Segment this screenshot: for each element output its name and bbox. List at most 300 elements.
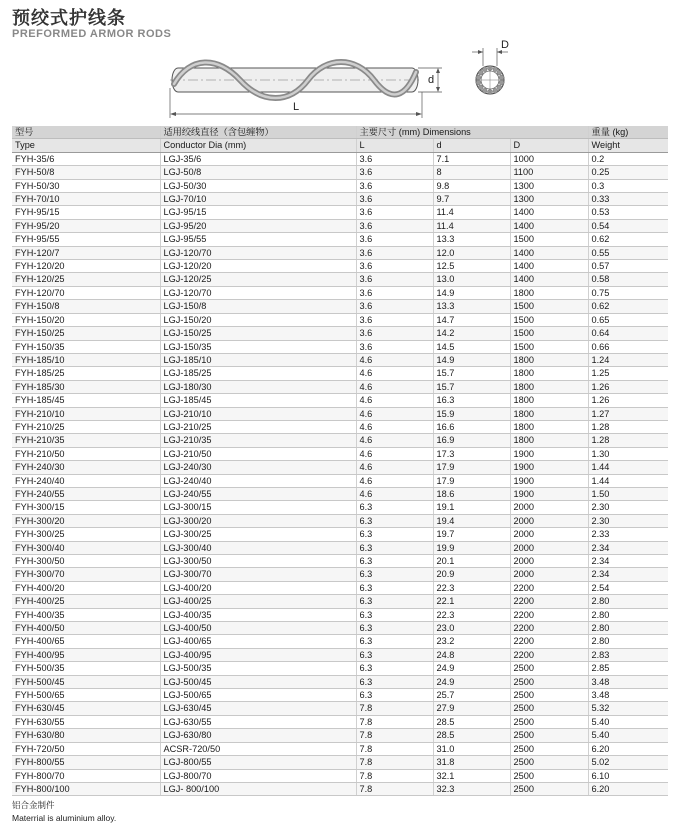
cell-type: FYH-300/40 bbox=[12, 541, 160, 554]
cell-weight: 2.80 bbox=[588, 595, 668, 608]
cell-D: 2000 bbox=[510, 514, 588, 527]
cell-weight: 1.28 bbox=[588, 434, 668, 447]
cell-D: 1900 bbox=[510, 461, 588, 474]
cell-L: 7.8 bbox=[356, 769, 433, 782]
cell-type: FYH-630/45 bbox=[12, 702, 160, 715]
table-row bbox=[12, 528, 668, 541]
cell-conductor: LGJ-150/8 bbox=[160, 300, 356, 313]
header-D: D bbox=[510, 139, 588, 152]
cell-D: 1800 bbox=[510, 286, 588, 299]
cell-d: 20.1 bbox=[433, 555, 510, 568]
cell-d: 27.9 bbox=[433, 702, 510, 715]
cell-type: FYH-120/70 bbox=[12, 286, 160, 299]
cell-type: FYH-300/50 bbox=[12, 555, 160, 568]
cell-type: FYH-240/30 bbox=[12, 461, 160, 474]
table-row bbox=[12, 756, 668, 769]
table-row bbox=[12, 501, 668, 514]
table-row bbox=[12, 581, 668, 594]
cell-D: 1500 bbox=[510, 300, 588, 313]
cell-type: FYH-800/100 bbox=[12, 782, 160, 795]
cell-D: 2000 bbox=[510, 555, 588, 568]
table-row bbox=[12, 353, 668, 366]
cell-weight: 2.33 bbox=[588, 528, 668, 541]
cell-L: 6.3 bbox=[356, 662, 433, 675]
cell-weight: 0.66 bbox=[588, 340, 668, 353]
cell-d: 22.3 bbox=[433, 581, 510, 594]
cell-L: 7.8 bbox=[356, 702, 433, 715]
cell-D: 2500 bbox=[510, 756, 588, 769]
cell-type: FYH-120/20 bbox=[12, 260, 160, 273]
cell-D: 1400 bbox=[510, 219, 588, 232]
cell-type: FYH-300/70 bbox=[12, 568, 160, 581]
header-conductor: Conductor Dia (mm) bbox=[160, 139, 356, 152]
cell-D: 2500 bbox=[510, 715, 588, 728]
cell-type: FYH-300/25 bbox=[12, 528, 160, 541]
cell-L: 3.6 bbox=[356, 327, 433, 340]
header-row-en bbox=[12, 139, 668, 152]
cell-D: 2500 bbox=[510, 769, 588, 782]
cell-weight: 6.20 bbox=[588, 742, 668, 755]
cell-D: 1500 bbox=[510, 340, 588, 353]
cell-D: 1800 bbox=[510, 420, 588, 433]
cell-weight: 1.30 bbox=[588, 447, 668, 460]
cell-D: 1400 bbox=[510, 206, 588, 219]
header-dimensions: 主要尺寸 (mm) Dimensions bbox=[356, 126, 588, 139]
cell-conductor: LGJ-185/45 bbox=[160, 394, 356, 407]
header-d: d bbox=[433, 139, 510, 152]
table-row bbox=[12, 662, 668, 675]
cell-weight: 3.48 bbox=[588, 675, 668, 688]
cell-d: 17.9 bbox=[433, 461, 510, 474]
cell-weight: 6.20 bbox=[588, 782, 668, 795]
cell-D: 2000 bbox=[510, 501, 588, 514]
table-row bbox=[12, 689, 668, 702]
table-row bbox=[12, 300, 668, 313]
cell-conductor: LGJ-120/70 bbox=[160, 286, 356, 299]
cell-type: FYH-150/25 bbox=[12, 327, 160, 340]
cell-d: 8 bbox=[433, 166, 510, 179]
table-row bbox=[12, 769, 668, 782]
cell-type: FYH-400/65 bbox=[12, 635, 160, 648]
cell-conductor: LGJ-210/50 bbox=[160, 447, 356, 460]
cell-d: 14.9 bbox=[433, 353, 510, 366]
cell-type: FYH-400/95 bbox=[12, 648, 160, 661]
cell-L: 7.8 bbox=[356, 782, 433, 795]
cell-type: FYH-400/50 bbox=[12, 622, 160, 635]
cell-type: FYH-300/15 bbox=[12, 501, 160, 514]
cell-weight: 1.27 bbox=[588, 407, 668, 420]
cell-conductor: LGJ-210/10 bbox=[160, 407, 356, 420]
cell-L: 6.3 bbox=[356, 648, 433, 661]
cell-d: 12.0 bbox=[433, 246, 510, 259]
cell-weight: 5.02 bbox=[588, 756, 668, 769]
cell-weight: 0.65 bbox=[588, 313, 668, 326]
cell-L: 6.3 bbox=[356, 514, 433, 527]
table-row bbox=[12, 742, 668, 755]
table-row bbox=[12, 286, 668, 299]
table-row bbox=[12, 260, 668, 273]
cell-conductor: LGJ-800/55 bbox=[160, 756, 356, 769]
header-type-cn: 型号 bbox=[12, 126, 160, 139]
cell-L: 4.6 bbox=[356, 367, 433, 380]
cell-L: 4.6 bbox=[356, 407, 433, 420]
cell-d: 19.4 bbox=[433, 514, 510, 527]
cell-D: 2200 bbox=[510, 622, 588, 635]
cell-conductor: LGJ-300/20 bbox=[160, 514, 356, 527]
cell-conductor: LGJ-400/20 bbox=[160, 581, 356, 594]
cell-conductor: LGJ-400/95 bbox=[160, 648, 356, 661]
cell-weight: 3.48 bbox=[588, 689, 668, 702]
cell-conductor: LGJ-400/25 bbox=[160, 595, 356, 608]
cell-D: 1500 bbox=[510, 233, 588, 246]
cell-L: 6.3 bbox=[356, 555, 433, 568]
cell-weight: 2.34 bbox=[588, 568, 668, 581]
cell-weight: 2.80 bbox=[588, 622, 668, 635]
cell-weight: 1.44 bbox=[588, 461, 668, 474]
cell-conductor: LGJ-180/30 bbox=[160, 380, 356, 393]
material-note bbox=[12, 800, 116, 824]
cell-d: 11.4 bbox=[433, 206, 510, 219]
cell-D: 1800 bbox=[510, 434, 588, 447]
cell-conductor: LGJ-150/25 bbox=[160, 327, 356, 340]
cell-d: 24.9 bbox=[433, 662, 510, 675]
cell-type: FYH-210/10 bbox=[12, 407, 160, 420]
cell-D: 1500 bbox=[510, 327, 588, 340]
table-row bbox=[12, 434, 668, 447]
header-weight: Weight bbox=[588, 139, 668, 152]
cell-d: 24.9 bbox=[433, 675, 510, 688]
cell-d: 9.7 bbox=[433, 193, 510, 206]
cell-type: FYH-210/50 bbox=[12, 447, 160, 460]
cell-d: 13.3 bbox=[433, 233, 510, 246]
cell-conductor: LGJ-300/15 bbox=[160, 501, 356, 514]
cell-L: 4.6 bbox=[356, 420, 433, 433]
header-L: L bbox=[356, 139, 433, 152]
material-note-cn: 铝合金制件 bbox=[12, 801, 55, 811]
cell-d: 19.9 bbox=[433, 541, 510, 554]
cell-d: 11.4 bbox=[433, 219, 510, 232]
cell-type: FYH-630/80 bbox=[12, 729, 160, 742]
cell-d: 14.5 bbox=[433, 340, 510, 353]
cell-d: 32.1 bbox=[433, 769, 510, 782]
table-row bbox=[12, 193, 668, 206]
cell-L: 3.6 bbox=[356, 219, 433, 232]
cell-L: 3.6 bbox=[356, 152, 433, 165]
cell-conductor: LGJ-185/25 bbox=[160, 367, 356, 380]
cell-type: FYH-50/30 bbox=[12, 179, 160, 192]
table-row bbox=[12, 648, 668, 661]
table-row bbox=[12, 206, 668, 219]
table-row bbox=[12, 394, 668, 407]
cell-conductor: LGJ- 800/100 bbox=[160, 782, 356, 795]
cell-type: FYH-210/35 bbox=[12, 434, 160, 447]
cell-weight: 1.24 bbox=[588, 353, 668, 366]
header-type: Type bbox=[12, 139, 160, 152]
cell-D: 1800 bbox=[510, 367, 588, 380]
table-row bbox=[12, 340, 668, 353]
cell-type: FYH-120/25 bbox=[12, 273, 160, 286]
cell-conductor: LGJ-300/25 bbox=[160, 528, 356, 541]
cell-conductor: LGJ-400/65 bbox=[160, 635, 356, 648]
table-row bbox=[12, 541, 668, 554]
cell-d: 25.7 bbox=[433, 689, 510, 702]
cell-d: 23.0 bbox=[433, 622, 510, 635]
cell-type: FYH-185/30 bbox=[12, 380, 160, 393]
cell-weight: 0.25 bbox=[588, 166, 668, 179]
rod-end-view bbox=[476, 66, 504, 95]
cell-type: FYH-95/55 bbox=[12, 233, 160, 246]
table-row bbox=[12, 273, 668, 286]
table-row bbox=[12, 729, 668, 742]
cell-weight: 0.64 bbox=[588, 327, 668, 340]
table-row bbox=[12, 702, 668, 715]
cell-weight: 0.75 bbox=[588, 286, 668, 299]
cell-conductor: LGJ-95/55 bbox=[160, 233, 356, 246]
cell-D: 1800 bbox=[510, 407, 588, 420]
cell-conductor: LGJ-150/20 bbox=[160, 313, 356, 326]
cell-weight: 0.58 bbox=[588, 273, 668, 286]
label-L: L bbox=[293, 101, 300, 113]
cell-d: 16.6 bbox=[433, 420, 510, 433]
cell-weight: 2.34 bbox=[588, 541, 668, 554]
spec-table bbox=[12, 126, 668, 796]
cell-conductor: LGJ-95/20 bbox=[160, 219, 356, 232]
cell-weight: 6.10 bbox=[588, 769, 668, 782]
table-row bbox=[12, 782, 668, 795]
cell-type: FYH-50/8 bbox=[12, 166, 160, 179]
cell-type: FYH-150/35 bbox=[12, 340, 160, 353]
table-row bbox=[12, 233, 668, 246]
cell-d: 17.3 bbox=[433, 447, 510, 460]
cell-type: FYH-185/10 bbox=[12, 353, 160, 366]
cell-conductor: LGJ-500/35 bbox=[160, 662, 356, 675]
cell-D: 1300 bbox=[510, 179, 588, 192]
cell-D: 2200 bbox=[510, 581, 588, 594]
cell-conductor: LGJ-70/10 bbox=[160, 193, 356, 206]
cell-D: 2200 bbox=[510, 635, 588, 648]
cell-conductor: LGJ-210/25 bbox=[160, 420, 356, 433]
cell-d: 19.7 bbox=[433, 528, 510, 541]
cell-D: 1500 bbox=[510, 313, 588, 326]
cell-D: 1900 bbox=[510, 474, 588, 487]
cell-d: 13.0 bbox=[433, 273, 510, 286]
cell-L: 6.3 bbox=[356, 501, 433, 514]
cell-L: 6.3 bbox=[356, 528, 433, 541]
header-conductor-cn: 适用绞线直径（含包缠物） bbox=[160, 126, 356, 139]
cell-type: FYH-800/55 bbox=[12, 756, 160, 769]
cell-D: 2200 bbox=[510, 608, 588, 621]
cell-d: 24.8 bbox=[433, 648, 510, 661]
page-title-cn: 预绞式护线条 bbox=[12, 8, 126, 29]
cell-d: 15.7 bbox=[433, 380, 510, 393]
cell-d: 19.1 bbox=[433, 501, 510, 514]
cell-d: 9.8 bbox=[433, 179, 510, 192]
cell-type: FYH-300/20 bbox=[12, 514, 160, 527]
cell-conductor: LGJ-630/80 bbox=[160, 729, 356, 742]
cell-L: 7.8 bbox=[356, 715, 433, 728]
cell-D: 2500 bbox=[510, 662, 588, 675]
header-row-cn bbox=[12, 126, 668, 139]
page-title-en: PREFORMED ARMOR RODS bbox=[12, 28, 172, 40]
cell-L: 4.6 bbox=[356, 461, 433, 474]
cell-L: 3.6 bbox=[356, 273, 433, 286]
table-row bbox=[12, 608, 668, 621]
cell-type: FYH-185/25 bbox=[12, 367, 160, 380]
cell-conductor: LGJ-95/15 bbox=[160, 206, 356, 219]
cell-d: 15.7 bbox=[433, 367, 510, 380]
cell-D: 1000 bbox=[510, 152, 588, 165]
cell-d: 28.5 bbox=[433, 729, 510, 742]
cell-L: 3.6 bbox=[356, 313, 433, 326]
cell-conductor: LGJ-500/45 bbox=[160, 675, 356, 688]
cell-weight: 0.53 bbox=[588, 206, 668, 219]
cell-weight: 2.30 bbox=[588, 514, 668, 527]
cell-L: 6.3 bbox=[356, 581, 433, 594]
cell-d: 14.9 bbox=[433, 286, 510, 299]
cell-L: 6.3 bbox=[356, 541, 433, 554]
cell-d: 16.3 bbox=[433, 394, 510, 407]
cell-d: 20.9 bbox=[433, 568, 510, 581]
cell-d: 14.2 bbox=[433, 327, 510, 340]
cell-L: 4.6 bbox=[356, 380, 433, 393]
cell-L: 4.6 bbox=[356, 447, 433, 460]
armor-rod-diagram bbox=[160, 36, 520, 118]
cell-weight: 2.54 bbox=[588, 581, 668, 594]
cell-d: 32.3 bbox=[433, 782, 510, 795]
cell-L: 4.6 bbox=[356, 487, 433, 500]
cell-D: 1400 bbox=[510, 260, 588, 273]
cell-d: 28.5 bbox=[433, 715, 510, 728]
header-weight-cn: 重量 (kg) bbox=[588, 126, 668, 139]
cell-conductor: ACSR-720/50 bbox=[160, 742, 356, 755]
cell-weight: 5.40 bbox=[588, 715, 668, 728]
cell-weight: 0.33 bbox=[588, 193, 668, 206]
cell-type: FYH-400/25 bbox=[12, 595, 160, 608]
table-row bbox=[12, 487, 668, 500]
cell-L: 4.6 bbox=[356, 353, 433, 366]
cell-d: 13.3 bbox=[433, 300, 510, 313]
cell-D: 2000 bbox=[510, 568, 588, 581]
cell-D: 1900 bbox=[510, 487, 588, 500]
cell-L: 6.3 bbox=[356, 568, 433, 581]
table-row bbox=[12, 367, 668, 380]
cell-conductor: LGJ-630/45 bbox=[160, 702, 356, 715]
cell-D: 2200 bbox=[510, 648, 588, 661]
cell-conductor: LGJ-240/40 bbox=[160, 474, 356, 487]
cell-d: 23.2 bbox=[433, 635, 510, 648]
cell-weight: 2.83 bbox=[588, 648, 668, 661]
cell-L: 6.3 bbox=[356, 595, 433, 608]
cell-type: FYH-500/65 bbox=[12, 689, 160, 702]
cell-conductor: LGJ-800/70 bbox=[160, 769, 356, 782]
cell-weight: 0.54 bbox=[588, 219, 668, 232]
cell-type: FYH-500/35 bbox=[12, 662, 160, 675]
table-row bbox=[12, 675, 668, 688]
cell-D: 1800 bbox=[510, 353, 588, 366]
cell-weight: 0.57 bbox=[588, 260, 668, 273]
cell-d: 18.6 bbox=[433, 487, 510, 500]
label-d: d bbox=[428, 74, 435, 86]
cell-weight: 0.3 bbox=[588, 179, 668, 192]
table-row bbox=[12, 595, 668, 608]
cell-L: 6.3 bbox=[356, 608, 433, 621]
cell-D: 1800 bbox=[510, 394, 588, 407]
cell-weight: 2.30 bbox=[588, 501, 668, 514]
cell-conductor: LGJ-210/35 bbox=[160, 434, 356, 447]
spec-table-body bbox=[12, 152, 668, 796]
cell-L: 6.3 bbox=[356, 675, 433, 688]
cell-conductor: LGJ-240/30 bbox=[160, 461, 356, 474]
cell-type: FYH-70/10 bbox=[12, 193, 160, 206]
cell-weight: 1.50 bbox=[588, 487, 668, 500]
cell-weight: 2.80 bbox=[588, 608, 668, 621]
cell-weight: 0.62 bbox=[588, 233, 668, 246]
cell-type: FYH-400/20 bbox=[12, 581, 160, 594]
table-row bbox=[12, 179, 668, 192]
cell-conductor: LGJ-240/55 bbox=[160, 487, 356, 500]
table-row bbox=[12, 461, 668, 474]
cell-weight: 1.28 bbox=[588, 420, 668, 433]
table-row bbox=[12, 246, 668, 259]
table-row bbox=[12, 313, 668, 326]
cell-L: 6.3 bbox=[356, 635, 433, 648]
cell-D: 2000 bbox=[510, 528, 588, 541]
cell-conductor: LGJ-500/65 bbox=[160, 689, 356, 702]
cell-weight: 5.40 bbox=[588, 729, 668, 742]
cell-L: 3.6 bbox=[356, 340, 433, 353]
cell-D: 2500 bbox=[510, 702, 588, 715]
cell-D: 1400 bbox=[510, 246, 588, 259]
cell-d: 31.0 bbox=[433, 742, 510, 755]
cell-L: 3.6 bbox=[356, 166, 433, 179]
material-note-en: Materrial is aluminium alloy. bbox=[12, 813, 117, 823]
cell-L: 4.6 bbox=[356, 434, 433, 447]
cell-D: 2500 bbox=[510, 782, 588, 795]
cell-D: 2500 bbox=[510, 675, 588, 688]
cell-d: 16.9 bbox=[433, 434, 510, 447]
cell-weight: 2.34 bbox=[588, 555, 668, 568]
cell-type: FYH-240/55 bbox=[12, 487, 160, 500]
cell-L: 3.6 bbox=[356, 260, 433, 273]
cell-conductor: LGJ-50/30 bbox=[160, 179, 356, 192]
cell-conductor: LGJ-400/35 bbox=[160, 608, 356, 621]
cell-d: 14.7 bbox=[433, 313, 510, 326]
cell-D: 2500 bbox=[510, 689, 588, 702]
cell-weight: 2.80 bbox=[588, 635, 668, 648]
cell-d: 22.1 bbox=[433, 595, 510, 608]
cell-type: FYH-120/7 bbox=[12, 246, 160, 259]
cell-type: FYH-210/25 bbox=[12, 420, 160, 433]
spec-table-container bbox=[12, 126, 668, 796]
cell-d: 12.5 bbox=[433, 260, 510, 273]
cell-d: 22.3 bbox=[433, 608, 510, 621]
cell-conductor: LGJ-185/10 bbox=[160, 353, 356, 366]
cell-d: 7.1 bbox=[433, 152, 510, 165]
cell-type: FYH-630/55 bbox=[12, 715, 160, 728]
table-row bbox=[12, 420, 668, 433]
cell-D: 1900 bbox=[510, 447, 588, 460]
cell-D: 1300 bbox=[510, 193, 588, 206]
cell-weight: 1.25 bbox=[588, 367, 668, 380]
cell-L: 7.8 bbox=[356, 756, 433, 769]
table-row bbox=[12, 407, 668, 420]
cell-type: FYH-35/6 bbox=[12, 152, 160, 165]
cell-L: 3.6 bbox=[356, 206, 433, 219]
cell-L: 4.6 bbox=[356, 394, 433, 407]
cell-D: 2000 bbox=[510, 541, 588, 554]
cell-conductor: LGJ-120/25 bbox=[160, 273, 356, 286]
cell-type: FYH-720/50 bbox=[12, 742, 160, 755]
